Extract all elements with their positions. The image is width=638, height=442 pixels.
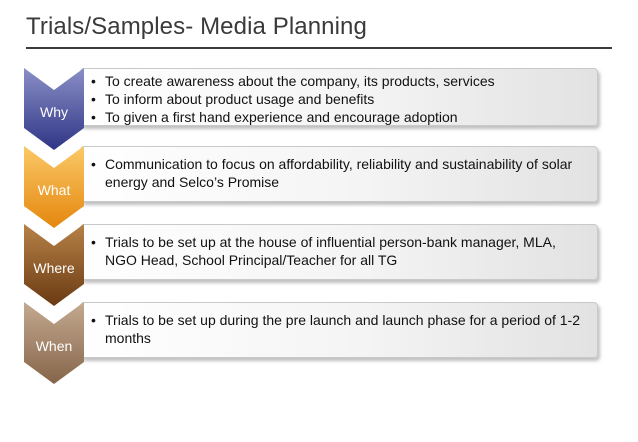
where-content-box — [80, 224, 598, 280]
when-bullet-1: • Trials to be set up during the pre launch and launch phase for a period of 1-2 months — [91, 311, 589, 347]
why-label: Why — [40, 104, 68, 120]
why-bullet-2: • To inform about product usage and benefits — [91, 90, 589, 108]
when-chevron — [24, 302, 84, 384]
where-label: Where — [33, 260, 75, 276]
when-label: When — [35, 338, 73, 354]
when-content-box — [80, 302, 598, 358]
why-content-box — [80, 68, 598, 126]
why-bullet-3: • To given a first hand experience and encourage adoption — [91, 108, 589, 126]
where-bullet-1: • Trials to be set up at the house of influential person-bank manager, MLA, NGO Head, School Principal/Teacher for all TG — [91, 233, 589, 269]
why-bullet-1: • To create awareness about the company, its products, services — [91, 72, 589, 90]
what-chevron — [24, 146, 84, 228]
why-chevron — [24, 68, 84, 150]
slide-title: Trials/Samples- Media Planning — [26, 13, 367, 40]
what-content-box — [80, 146, 598, 202]
where-chevron — [24, 224, 84, 306]
title-underline — [26, 47, 612, 49]
what-label: What — [37, 182, 71, 198]
what-bullet-1: • Communication to focus on affordability, reliability and sustainability of solar energy and Selco’s Promise — [91, 155, 589, 191]
